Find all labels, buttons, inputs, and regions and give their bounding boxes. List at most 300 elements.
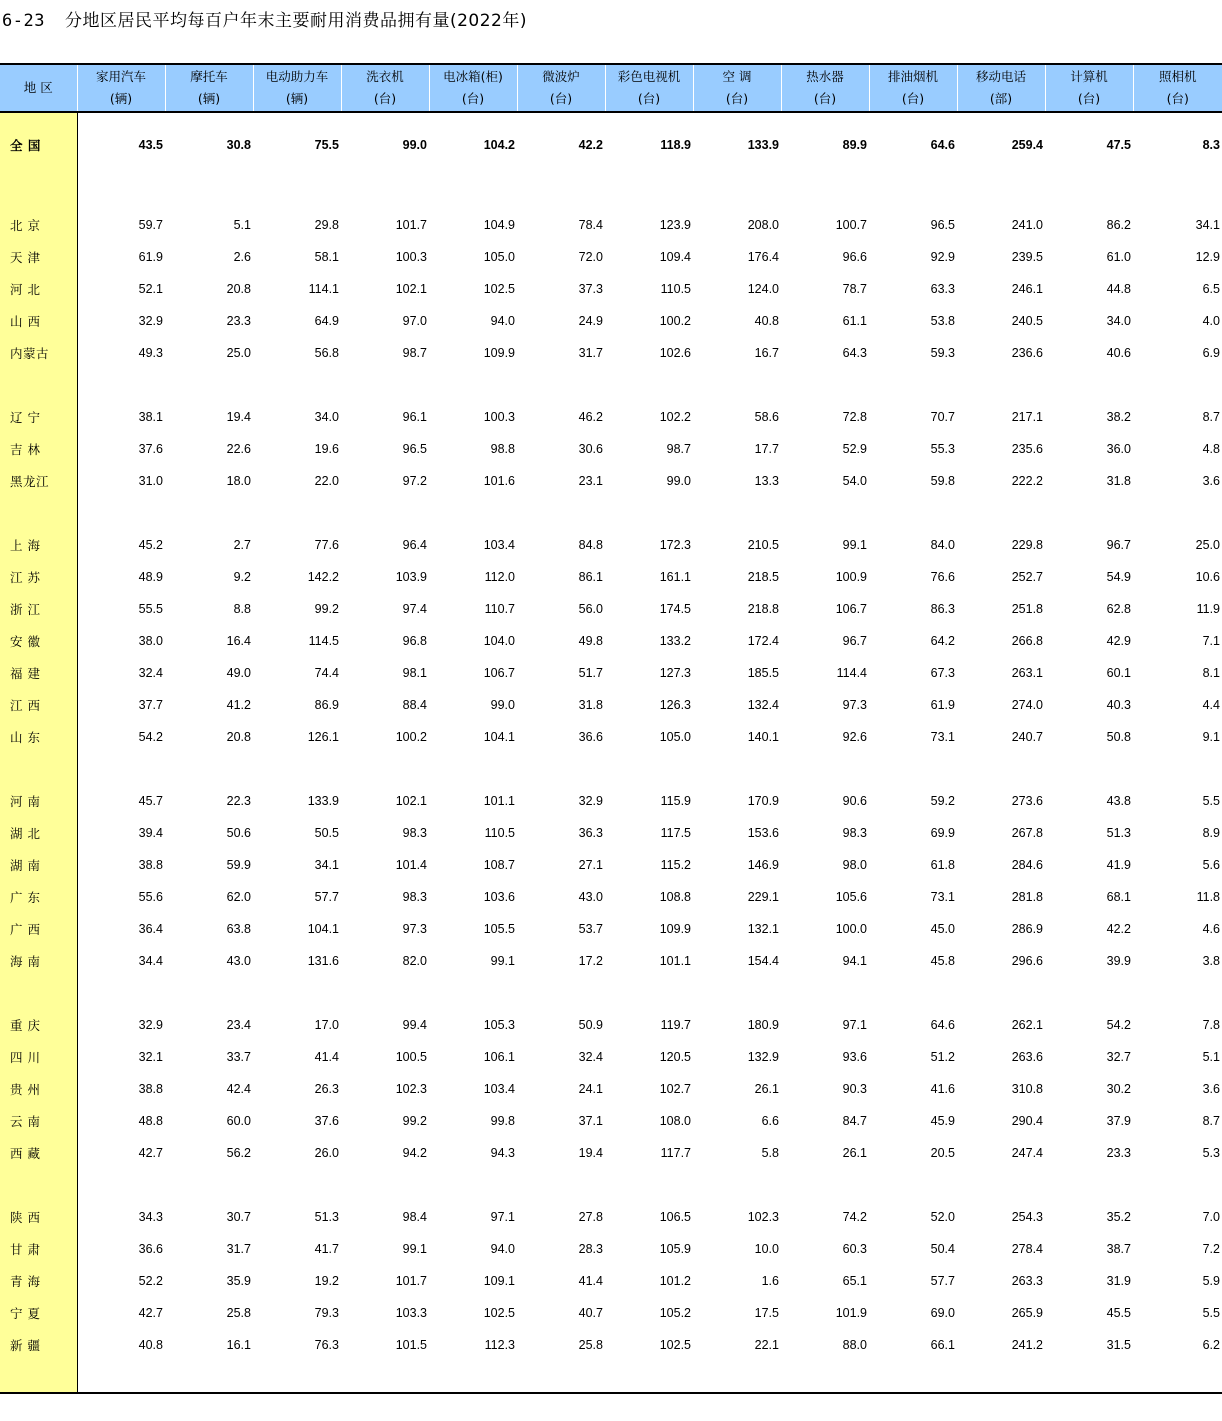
value-cell: 52.0 [930, 1210, 955, 1224]
value-cell: 104.1 [483, 730, 515, 744]
value-cell: 72.8 [842, 410, 867, 424]
value-cell: 13.3 [754, 474, 779, 488]
value-cell: 101.6 [483, 474, 515, 488]
value-cell: 100.3 [395, 250, 427, 264]
value-cell: 94.3 [490, 1146, 515, 1160]
column-header [869, 64, 957, 112]
region-name: 海 南 [0, 945, 77, 977]
table-row [0, 817, 1222, 849]
value-cell: 28.3 [578, 1242, 603, 1256]
value-cell: 23.3 [1106, 1146, 1131, 1160]
value-cell: 23.3 [226, 314, 251, 328]
value-cell: 52.1 [138, 282, 163, 296]
value-cell: 7.0 [1202, 1210, 1220, 1224]
column-header-unit: (台) [901, 91, 925, 106]
value-cell: 7.2 [1202, 1242, 1220, 1256]
value-cell: 90.3 [842, 1082, 867, 1096]
value-cell: 208.0 [747, 218, 779, 232]
value-cell: 44.8 [1106, 282, 1131, 296]
value-cell: 84.7 [842, 1114, 867, 1128]
value-cell: 37.9 [1106, 1114, 1131, 1128]
value-cell: 97.3 [402, 922, 427, 936]
value-cell: 25.8 [226, 1306, 251, 1320]
value-cell: 39.9 [1106, 954, 1131, 968]
value-cell: 102.7 [659, 1082, 691, 1096]
spacer-cell [77, 1361, 1222, 1393]
value-cell: 31.0 [138, 474, 163, 488]
value-cell: 41.4 [314, 1050, 339, 1064]
value-cell: 26.0 [314, 1146, 339, 1160]
value-cell: 40.8 [138, 1338, 163, 1352]
value-cell: 59.9 [226, 858, 251, 872]
value-cell: 124.0 [747, 282, 779, 296]
value-cell: 10.6 [1195, 570, 1220, 584]
spacer-cell [77, 977, 1222, 1009]
value-cell: 103.4 [483, 1082, 515, 1096]
value-cell: 6.2 [1202, 1338, 1220, 1352]
column-header-name: 计算机 [1070, 69, 1108, 84]
value-cell: 37.6 [314, 1114, 339, 1128]
value-cell: 8.3 [1202, 138, 1220, 152]
value-cell: 110.5 [660, 282, 691, 296]
value-cell: 97.3 [842, 698, 867, 712]
value-cell: 77.6 [314, 538, 339, 552]
value-cell: 101.7 [395, 218, 427, 232]
value-cell: 24.9 [578, 314, 603, 328]
value-cell: 73.1 [930, 890, 955, 904]
value-cell: 92.9 [930, 250, 955, 264]
value-cell: 104.1 [307, 922, 339, 936]
value-cell: 69.9 [930, 826, 955, 840]
region-cell [0, 1169, 77, 1201]
value-cell: 35.2 [1106, 1210, 1131, 1224]
value-cell: 210.5 [747, 538, 779, 552]
value-cell: 59.8 [930, 474, 955, 488]
value-cell: 19.4 [226, 410, 251, 424]
value-cell: 40.7 [578, 1306, 603, 1320]
spacer-cell [77, 369, 1222, 401]
spacer-cell [77, 753, 1222, 785]
value-cell: 103.3 [395, 1306, 427, 1320]
value-cell: 45.8 [930, 954, 955, 968]
value-cell: 9.2 [233, 570, 251, 584]
value-cell: 38.1 [138, 410, 163, 424]
value-cell: 10.0 [754, 1242, 779, 1256]
value-cell: 97.4 [402, 602, 427, 616]
value-cell: 32.7 [1106, 1050, 1131, 1064]
region-name: 宁 夏 [0, 1297, 77, 1329]
table-row [0, 1233, 1222, 1265]
value-cell: 102.5 [483, 1306, 515, 1320]
value-cell: 40.8 [754, 314, 779, 328]
value-cell: 99.0 [490, 698, 515, 712]
value-cell: 61.0 [1106, 250, 1131, 264]
value-cell: 265.9 [1011, 1306, 1043, 1320]
column-header-unit: (台) [461, 91, 485, 106]
column-header [781, 64, 869, 112]
value-cell: 64.6 [930, 138, 955, 152]
value-cell: 60.1 [1106, 666, 1131, 680]
value-cell: 42.7 [138, 1306, 163, 1320]
value-cell: 79.3 [314, 1306, 339, 1320]
region-cell [0, 977, 77, 1009]
value-cell: 8.7 [1202, 410, 1220, 424]
value-cell: 99.1 [490, 954, 515, 968]
value-cell: 36.6 [578, 730, 603, 744]
value-cell: 16.7 [754, 346, 779, 360]
value-cell: 43.0 [226, 954, 251, 968]
value-cell: 133.9 [307, 794, 339, 808]
value-cell: 4.4 [1202, 698, 1220, 712]
value-cell: 17.7 [754, 442, 779, 456]
region-name: 山 东 [0, 721, 77, 753]
value-cell: 66.1 [930, 1338, 955, 1352]
value-cell: 278.4 [1011, 1242, 1043, 1256]
value-cell: 99.2 [402, 1114, 427, 1128]
value-cell: 246.1 [1011, 282, 1043, 296]
column-header-name: 家用汽车 [95, 69, 146, 84]
value-cell: 31.8 [578, 698, 603, 712]
value-cell: 50.8 [1106, 730, 1131, 744]
value-cell: 96.6 [842, 250, 867, 264]
table-row [0, 209, 1222, 241]
value-cell: 53.8 [930, 314, 955, 328]
value-cell: 101.9 [835, 1306, 867, 1320]
value-cell: 82.0 [402, 954, 427, 968]
region-name: 山 西 [0, 305, 77, 337]
value-cell: 99.2 [314, 602, 339, 616]
value-cell: 108.7 [483, 858, 515, 872]
column-header-unit: (辆) [109, 91, 133, 106]
value-cell: 34.0 [314, 410, 339, 424]
region-name: 安 徽 [0, 625, 77, 657]
value-cell: 34.4 [138, 954, 163, 968]
value-cell: 218.5 [747, 570, 779, 584]
value-cell: 102.5 [483, 282, 515, 296]
value-cell: 86.9 [314, 698, 339, 712]
value-cell: 12.9 [1195, 250, 1220, 264]
region-name: 内蒙古 [0, 337, 77, 369]
value-cell: 3.6 [1202, 1082, 1220, 1096]
value-cell: 263.1 [1011, 666, 1043, 680]
value-cell: 22.1 [754, 1338, 779, 1352]
value-cell: 88.0 [842, 1338, 867, 1352]
spacer-cell [77, 497, 1222, 529]
value-cell: 50.4 [930, 1242, 955, 1256]
spacer-row [0, 977, 1222, 1009]
table-row [0, 1009, 1222, 1041]
value-cell: 56.0 [578, 602, 603, 616]
column-header [517, 64, 605, 112]
value-cell: 8.7 [1202, 1114, 1220, 1128]
value-cell: 32.9 [138, 314, 163, 328]
value-cell: 25.8 [578, 1338, 603, 1352]
value-cell: 105.0 [483, 250, 515, 264]
value-cell: 54.2 [1106, 1018, 1131, 1032]
value-cell: 96.5 [402, 442, 427, 456]
column-header-unit: (台) [725, 91, 749, 106]
value-cell: 41.6 [930, 1082, 955, 1096]
table-row [0, 657, 1222, 689]
value-cell: 31.7 [226, 1242, 251, 1256]
table-title: 分地区居民平均每百户年末主要耐用消费品拥有量(2022年) [64, 11, 527, 31]
region-name: 湖 南 [0, 849, 77, 881]
column-header-name: 照相机 [1158, 69, 1197, 84]
spacer-cell [77, 177, 1222, 209]
value-cell: 106.5 [659, 1210, 691, 1224]
value-cell: 51.7 [578, 666, 603, 680]
value-cell: 118.9 [660, 138, 691, 152]
table-row [0, 881, 1222, 913]
value-cell: 38.0 [138, 634, 163, 648]
value-cell: 94.1 [842, 954, 867, 968]
region-name: 江 西 [0, 689, 77, 721]
value-cell: 109.1 [483, 1274, 515, 1288]
value-cell: 97.1 [842, 1018, 867, 1032]
value-cell: 5.6 [1202, 858, 1220, 872]
value-cell: 8.8 [233, 602, 251, 616]
value-cell: 78.4 [578, 218, 603, 232]
table-row [0, 241, 1222, 273]
region-name: 辽 宁 [0, 401, 77, 433]
value-cell: 103.4 [483, 538, 515, 552]
value-cell: 102.1 [395, 282, 427, 296]
column-header-unit: (台) [1166, 91, 1189, 106]
region-name: 贵 州 [0, 1073, 77, 1105]
column-header [605, 64, 693, 112]
value-cell: 62.0 [226, 890, 251, 904]
value-cell: 90.6 [842, 794, 867, 808]
value-cell: 236.6 [1011, 346, 1043, 360]
value-cell: 25.0 [226, 346, 251, 360]
value-cell: 19.6 [314, 442, 339, 456]
value-cell: 56.8 [314, 346, 339, 360]
value-cell: 101.2 [659, 1274, 691, 1288]
value-cell: 98.7 [402, 346, 427, 360]
value-cell: 106.7 [483, 666, 515, 680]
spacer-row [0, 1169, 1222, 1201]
region-name: 河 南 [0, 785, 77, 817]
value-cell: 20.5 [930, 1146, 955, 1160]
value-cell: 6.9 [1202, 346, 1220, 360]
value-cell: 98.3 [842, 826, 867, 840]
value-cell: 105.5 [483, 922, 515, 936]
value-cell: 108.8 [659, 890, 691, 904]
value-cell: 109.9 [659, 922, 691, 936]
table-row [0, 1073, 1222, 1105]
value-cell: 22.6 [226, 442, 251, 456]
value-cell: 57.7 [930, 1274, 955, 1288]
region-name: 浙 江 [0, 593, 77, 625]
table-row [0, 945, 1222, 977]
region-name: 上 海 [0, 529, 77, 561]
value-cell: 104.9 [483, 218, 515, 232]
value-cell: 56.2 [226, 1146, 251, 1160]
value-cell: 235.6 [1011, 442, 1043, 456]
value-cell: 3.6 [1202, 474, 1220, 488]
value-cell: 114.5 [308, 634, 339, 648]
value-cell: 40.6 [1106, 346, 1131, 360]
value-cell: 29.8 [314, 218, 339, 232]
value-cell: 105.0 [659, 730, 691, 744]
value-cell: 100.3 [483, 410, 515, 424]
value-cell: 39.4 [138, 826, 163, 840]
value-cell: 43.8 [1106, 794, 1131, 808]
value-cell: 57.7 [314, 890, 339, 904]
value-cell: 110.5 [484, 826, 515, 840]
value-cell: 31.7 [578, 346, 603, 360]
value-cell: 106.1 [483, 1050, 515, 1064]
region-cell [0, 753, 77, 785]
value-cell: 267.8 [1011, 826, 1043, 840]
value-cell: 55.5 [138, 602, 163, 616]
value-cell: 20.8 [226, 730, 251, 744]
region-name: 甘 肃 [0, 1233, 77, 1265]
value-cell: 54.2 [138, 730, 163, 744]
value-cell: 254.3 [1011, 1210, 1043, 1224]
column-header-unit: (台) [637, 91, 661, 106]
column-header [429, 64, 517, 112]
value-cell: 76.6 [930, 570, 955, 584]
spacer-row [0, 497, 1222, 529]
value-cell: 96.7 [1106, 538, 1131, 552]
value-cell: 112.0 [484, 570, 515, 584]
table-row [0, 1041, 1222, 1073]
value-cell: 154.4 [747, 954, 779, 968]
value-cell: 239.5 [1011, 250, 1043, 264]
value-cell: 218.8 [747, 602, 779, 616]
value-cell: 274.0 [1011, 698, 1043, 712]
region-name: 新 疆 [0, 1329, 77, 1361]
column-header-unit: (台) [373, 91, 397, 106]
value-cell: 101.4 [395, 858, 427, 872]
value-cell: 96.5 [930, 218, 955, 232]
region-name: 云 南 [0, 1105, 77, 1137]
value-cell: 119.7 [660, 1018, 691, 1032]
value-cell: 43.5 [138, 138, 163, 152]
value-cell: 41.2 [226, 698, 251, 712]
value-cell: 23.1 [578, 474, 603, 488]
value-cell: 99.1 [402, 1242, 427, 1256]
value-cell: 115.2 [660, 858, 691, 872]
table-row [0, 625, 1222, 657]
spacer-row [0, 177, 1222, 209]
value-cell: 61.9 [930, 698, 955, 712]
value-cell: 8.9 [1202, 826, 1220, 840]
value-cell: 59.2 [930, 794, 955, 808]
value-cell: 99.4 [402, 1018, 427, 1032]
value-cell: 72.0 [578, 250, 603, 264]
region-name: 广 西 [0, 913, 77, 945]
value-cell: 48.8 [138, 1114, 163, 1128]
value-cell: 6.6 [761, 1114, 779, 1128]
region-name: 福 建 [0, 657, 77, 689]
value-cell: 142.2 [307, 570, 339, 584]
value-cell: 45.9 [930, 1114, 955, 1128]
value-cell: 290.4 [1011, 1114, 1043, 1128]
table-row [0, 1265, 1222, 1297]
table-row [0, 1297, 1222, 1329]
value-cell: 5.1 [233, 218, 251, 232]
value-cell: 251.8 [1011, 602, 1043, 616]
column-header-unit: (辆) [197, 91, 221, 106]
value-cell: 51.3 [1106, 826, 1131, 840]
value-cell: 102.2 [659, 410, 691, 424]
value-cell: 30.2 [1106, 1082, 1131, 1096]
value-cell: 86.1 [578, 570, 603, 584]
value-cell: 5.5 [1202, 794, 1220, 808]
value-cell: 117.5 [660, 826, 691, 840]
value-cell: 11.8 [1196, 890, 1220, 904]
table-row [0, 561, 1222, 593]
table-row [0, 1329, 1222, 1361]
region-name: 河 北 [0, 273, 77, 305]
column-header-name: 电冰箱(柜) [443, 69, 503, 84]
value-cell: 41.7 [314, 1242, 339, 1256]
value-cell: 37.7 [138, 698, 163, 712]
value-cell: 86.2 [1106, 218, 1131, 232]
value-cell: 99.8 [490, 1114, 515, 1128]
value-cell: 73.1 [930, 730, 955, 744]
value-cell: 37.6 [138, 442, 163, 456]
column-header-unit: (台) [549, 91, 573, 106]
value-cell: 38.7 [1106, 1242, 1131, 1256]
spacer-cell [77, 1169, 1222, 1201]
value-cell: 100.9 [835, 570, 867, 584]
value-cell: 58.6 [754, 410, 779, 424]
region-cell [0, 1361, 77, 1393]
value-cell: 50.5 [314, 826, 339, 840]
value-cell: 102.5 [659, 1338, 691, 1352]
data-table [0, 63, 1222, 1394]
value-cell: 4.6 [1202, 922, 1220, 936]
value-cell: 172.3 [659, 538, 691, 552]
value-cell: 98.8 [490, 442, 515, 456]
national-row [0, 112, 1222, 177]
value-cell: 32.1 [138, 1050, 163, 1064]
spacer-row [0, 1361, 1222, 1393]
value-cell: 38.8 [138, 858, 163, 872]
value-cell: 32.4 [578, 1050, 603, 1064]
value-cell: 78.7 [842, 282, 867, 296]
value-cell: 172.4 [747, 634, 779, 648]
value-cell: 17.0 [314, 1018, 339, 1032]
value-cell: 54.0 [842, 474, 867, 488]
value-cell: 32.9 [138, 1018, 163, 1032]
value-cell: 176.4 [747, 250, 779, 264]
value-cell: 174.5 [659, 602, 691, 616]
table-row [0, 721, 1222, 753]
value-cell: 59.7 [138, 218, 163, 232]
region-name: 广 东 [0, 881, 77, 913]
value-cell: 247.4 [1011, 1146, 1043, 1160]
column-header [1045, 64, 1133, 112]
value-cell: 284.6 [1011, 858, 1043, 872]
value-cell: 86.3 [930, 602, 955, 616]
value-cell: 93.6 [842, 1050, 867, 1064]
value-cell: 102.3 [395, 1082, 427, 1096]
table-row [0, 401, 1222, 433]
value-cell: 63.8 [226, 922, 251, 936]
value-cell: 131.6 [307, 954, 339, 968]
value-cell: 30.6 [578, 442, 603, 456]
value-cell: 38.8 [138, 1082, 163, 1096]
value-cell: 63.3 [930, 282, 955, 296]
value-cell: 105.2 [659, 1306, 691, 1320]
column-header-unit: (辆) [285, 91, 309, 106]
value-cell: 17.5 [754, 1306, 779, 1320]
column-header [341, 64, 429, 112]
